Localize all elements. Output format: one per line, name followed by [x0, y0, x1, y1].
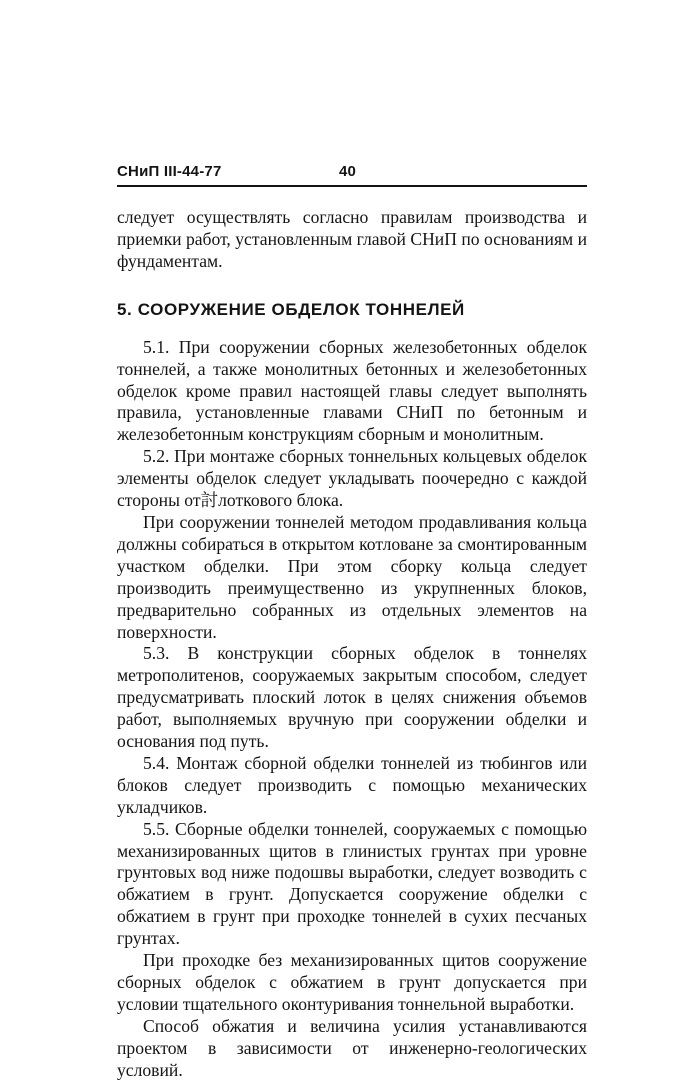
document-code: СНиП III-44-77	[117, 163, 222, 180]
paragraph-5-5: 5.5. Сборные обделки тоннелей, сооружаемых с помощью механизированных щитов в глинистых грунтах при уровне грунтовых вод ниже подошвы выработки, следует возводить с обжатием в грунт. Допускается сооружение обделки с обжатием в грунт при проходке тоннелей в сухих песчаных грунтах.	[117, 818, 587, 949]
paragraph-5-3: 5.3. В конструкции сборных обделок в тоннелях метрополитенов, сооружаемых закрытым способом, следует предусматривать плоский лоток в целях снижения объемов работ, выполняемых вручную при сооружении обделки и основания под путь.	[117, 643, 587, 752]
paragraph-5-5-cont: При проходке без механизированных щитов сооружение сборных обделок с обжатием в грунт допускается при условии тщательного оконтуривания тоннельной выработки.	[117, 950, 587, 1014]
document-page	[117, 163, 587, 1082]
document-body	[117, 207, 587, 1082]
paragraph-5-2-cont: При сооружении тоннелей методом продавливания кольца должны собираться в открытом котловане за смонтированным участком обделки. При этом сборку кольца следует производить преимущественно из укрупненных блоков, предварительно собранных из отдельных элементов на поверхности.	[117, 511, 587, 642]
paragraph-5-1: 5.1. При сооружении сборных железобетонных обделок тоннелей, а также монолитных бетонных и железобетонных обделок кроме правил настоящей главы следует выполнять правила, установленные главами СНиП по бетонным и железобетонным конструкциям сборным и монолитным.	[117, 336, 587, 445]
section-heading: 5. СООРУЖЕНИЕ ОБДЕЛОК ТОННЕЛЕЙ	[117, 299, 465, 319]
paragraph-5-2: 5.2. При монтаже сборных тоннельных кольцевых обделок элементы обделок следует укладывать поочередно с каждой стороны от討лоткового блока.	[117, 446, 587, 511]
header-rule	[117, 185, 587, 187]
continuation-paragraph: следует осуществлять согласно правилам производства и приемки работ, установленным главой СНиП по основаниям и фундаментам.	[117, 207, 587, 271]
page-number: 40	[339, 163, 357, 180]
paragraph-5-5-method: Способ обжатия и величина усилия устанавливаются проектом в зависимости от инженерно-геологических условий.	[117, 1015, 587, 1080]
running-header	[117, 163, 587, 183]
paragraph-5-4: 5.4. Монтаж сборной обделки тоннелей из тюбингов или блоков следует производить с помощью механических укладчиков.	[117, 752, 587, 817]
